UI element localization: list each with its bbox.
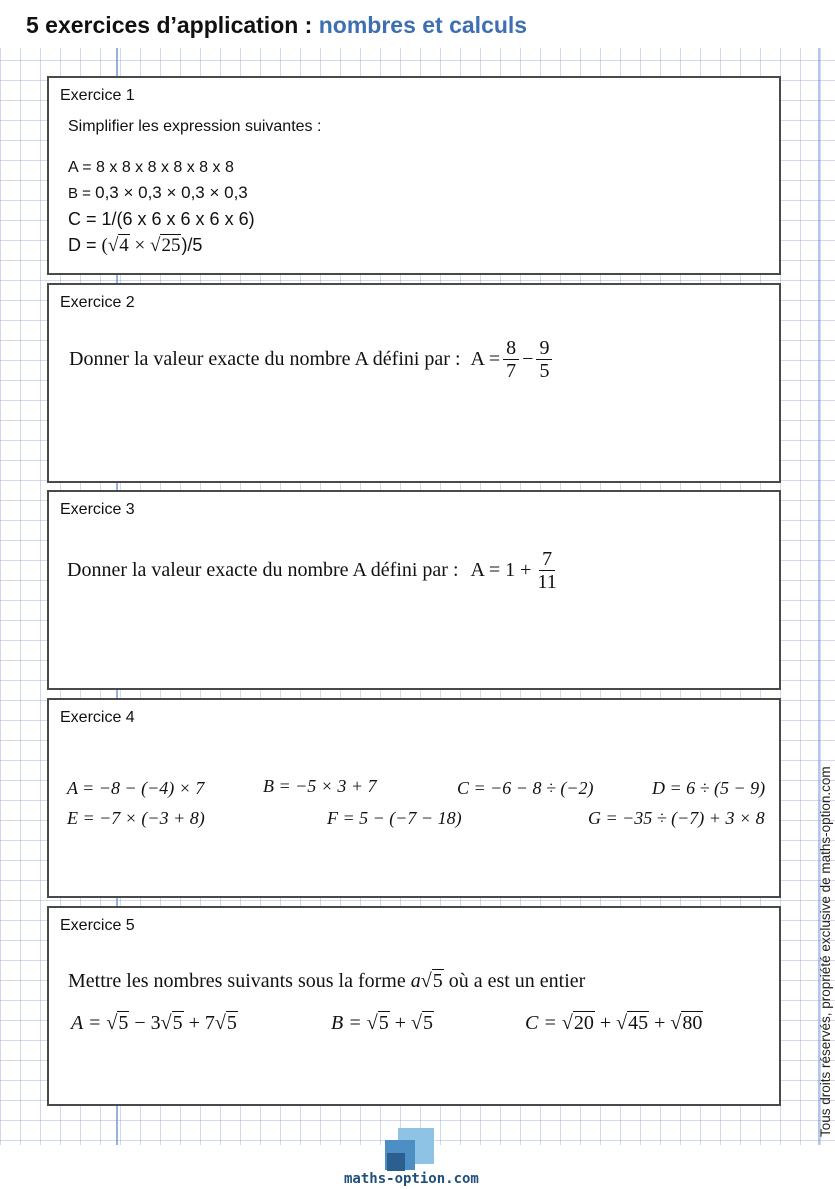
exercise-5-c-r2: 45 xyxy=(628,1012,649,1034)
exercise-1-d-radicand-2: 25 xyxy=(161,235,181,256)
exercise-5-expression-c xyxy=(525,1012,703,1035)
exercise-3-card xyxy=(47,490,781,690)
sqrt-symbol: √5 xyxy=(160,1012,183,1034)
logo-square-dark xyxy=(387,1153,405,1171)
exercise-5-statement-after: où a est un entier xyxy=(443,970,586,992)
exercise-3-lhs: A = 1 + xyxy=(470,559,532,581)
exercise-5-a-r1: 5 xyxy=(118,1012,129,1034)
exercise-5-a-label: A = xyxy=(71,1012,107,1034)
exercise-5-b-mid1: + xyxy=(389,1012,411,1034)
exercise-4-expression-b: B = −5 × 3 + 7 xyxy=(263,776,377,796)
page-title-prefix: 5 exercices d’application : xyxy=(26,12,319,38)
exercise-1-expression-d xyxy=(68,235,202,257)
exercise-4-expression-g: G = −35 ÷ (−7) + 3 × 8 xyxy=(588,808,765,828)
sqrt-symbol: √5 xyxy=(366,1012,389,1034)
sqrt-symbol: √5 xyxy=(420,970,443,992)
exercise-5-a-r3: 5 xyxy=(226,1012,237,1034)
exercise-4-expression-f: F = 5 − (−7 − 18) xyxy=(327,808,462,828)
exercise-2-den2: 5 xyxy=(539,360,550,382)
exercise-1-title: Exercice 1 xyxy=(60,87,135,104)
exercise-5-statement-before: Mettre les nombres suivants sous la forme xyxy=(68,970,411,992)
exercise-2-card xyxy=(47,283,781,483)
exercise-4-expression-c: C = −6 − 8 ÷ (−2) xyxy=(457,778,594,798)
exercise-2-den1: 7 xyxy=(506,360,517,382)
exercise-1-card xyxy=(47,76,781,275)
exercise-3-title: Exercice 3 xyxy=(60,501,135,518)
sqrt-symbol: √25 xyxy=(150,235,181,256)
header xyxy=(0,0,835,48)
exercise-5-a-mid2: + 7 xyxy=(183,1012,215,1034)
exercise-5-a-r2: 5 xyxy=(172,1012,183,1034)
sqrt-symbol: √4 xyxy=(107,235,129,256)
exercise-4-expression-e: E = −7 × (−3 + 8) xyxy=(67,808,205,828)
exercise-5-statement xyxy=(68,970,585,993)
exercise-5-c-mid1: + xyxy=(594,1012,617,1034)
sqrt-symbol: √5 xyxy=(106,1012,129,1034)
exercise-5-form-a: a xyxy=(410,970,421,992)
exercise-1-instruction: Simplifier les expression suivantes : xyxy=(68,118,322,135)
exercise-2-title: Exercice 2 xyxy=(60,294,135,311)
exercise-3-statement: Donner la valeur exacte du nombre A défini par : xyxy=(67,559,459,581)
exercise-1-d-times: × xyxy=(129,235,150,256)
exercise-5-c-r3: 80 xyxy=(682,1012,703,1034)
exercise-4-expression-d: D = 6 ÷ (5 − 9) xyxy=(652,778,766,798)
exercise-5-c-label: C = xyxy=(525,1012,562,1034)
exercise-5-a-mid1: − 3 xyxy=(129,1012,161,1034)
exercise-2-op: − xyxy=(522,348,534,370)
exercise-5-b-r2: 5 xyxy=(422,1012,433,1034)
copyright-notice: Tous droits réservés, propriété exclusive de maths-option.com xyxy=(818,766,833,1137)
sqrt-symbol: √80 xyxy=(670,1012,703,1034)
exercise-1-expression-a: A = 8 x 8 x 8 x 8 x 8 x 8 xyxy=(68,159,234,176)
exercise-1-expression-b xyxy=(68,183,248,203)
exercise-1-expression-c: C = 1/(6 x 6 x 6 x 6 x 6) xyxy=(68,209,255,229)
exercise-5-b-label: B = xyxy=(331,1012,367,1034)
exercise-1-b-label: B = xyxy=(68,185,96,202)
exercise-4-title: Exercice 4 xyxy=(60,709,135,726)
exercise-1-d-open: ( xyxy=(101,235,108,256)
exercise-1-b-expr: 0,3 × 0,3 × 0,3 × 0,3 xyxy=(95,183,248,202)
exercise-2-num1: 8 xyxy=(503,337,519,360)
exercise-5-expression-a xyxy=(71,1012,238,1035)
exercise-4-card xyxy=(47,698,781,898)
exercise-3-statement-line xyxy=(67,548,563,593)
exercise-3-den: 11 xyxy=(537,571,557,593)
exercise-5-title: Exercice 5 xyxy=(60,917,135,934)
exercise-3-num: 7 xyxy=(539,548,555,571)
logo-caption: maths-option.com xyxy=(344,1171,479,1187)
exercise-5-form-radicand: 5 xyxy=(432,970,443,992)
fraction xyxy=(503,337,519,382)
exercise-5-expression-b xyxy=(331,1012,434,1035)
sqrt-symbol: √5 xyxy=(214,1012,237,1034)
exercise-1-d-radicand-1: 4 xyxy=(119,235,129,256)
page-title-accent: nombres et calculs xyxy=(318,12,528,38)
exercise-5-b-r1: 5 xyxy=(378,1012,389,1034)
site-logo xyxy=(340,1128,490,1188)
page-title xyxy=(26,12,527,39)
fraction xyxy=(536,337,552,382)
exercise-2-statement-line xyxy=(69,337,555,382)
fraction xyxy=(534,548,559,593)
exercise-5-c-mid2: + xyxy=(649,1012,671,1034)
sqrt-symbol: √45 xyxy=(616,1012,649,1034)
exercise-5-card xyxy=(47,906,781,1106)
exercise-4-expression-a: A = −8 − (−4) × 7 xyxy=(67,778,205,798)
exercise-2-statement: Donner la valeur exacte du nombre A défini par : xyxy=(69,348,461,370)
exercise-5-c-r1: 20 xyxy=(573,1012,594,1034)
exercise-1-d-label: D = xyxy=(68,235,102,255)
sqrt-symbol: √5 xyxy=(410,1012,433,1034)
exercise-2-num2: 9 xyxy=(536,337,552,360)
exercise-1-d-close: )/5 xyxy=(181,235,203,255)
exercise-2-lhs: A = xyxy=(470,348,501,370)
sqrt-symbol: √20 xyxy=(561,1012,594,1034)
